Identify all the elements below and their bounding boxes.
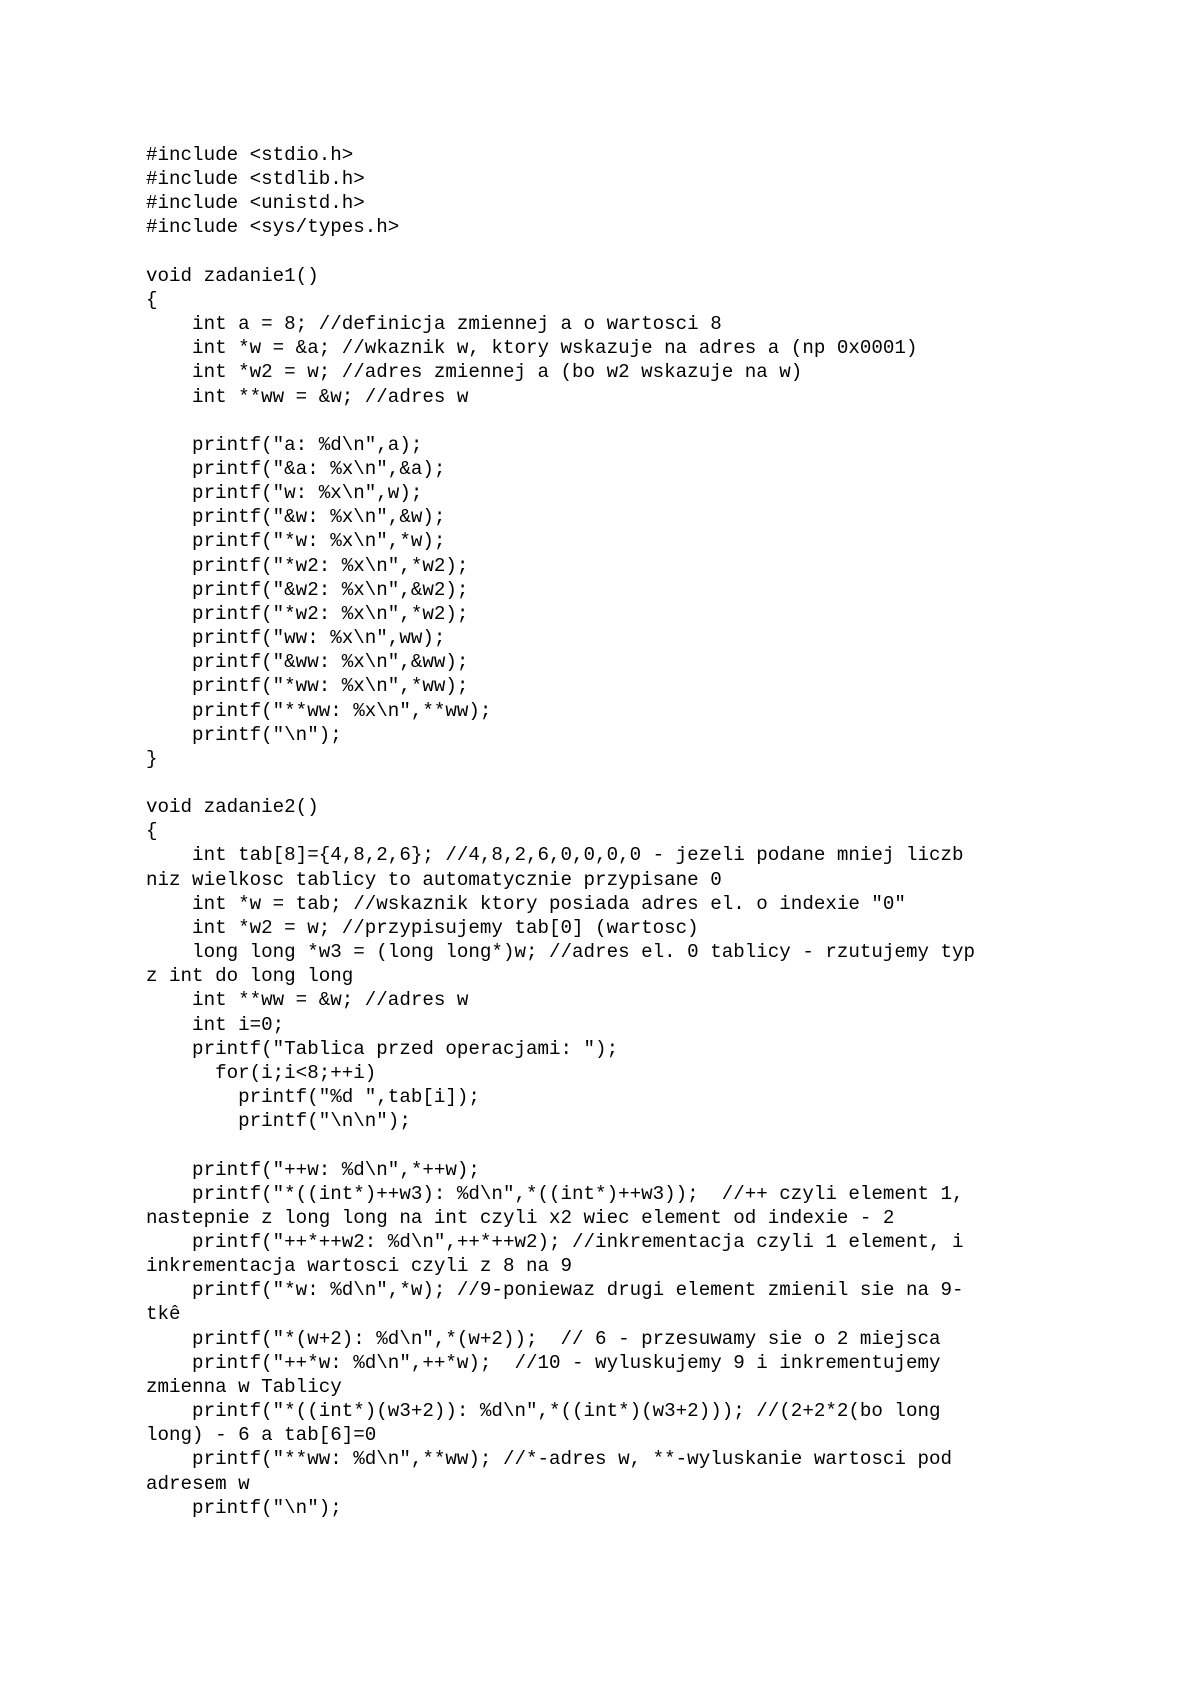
code-line: int tab[8]={4,8,2,6}; //4,8,2,6,0,0,0,0 - jezeli podane mniej liczb [146, 844, 964, 867]
code-line: printf("&ww: %x\n",&ww); [146, 651, 469, 674]
code-line: #include <unistd.h> [146, 192, 365, 215]
code-line: printf("%d ",tab[i]); [146, 1086, 480, 1109]
code-line: tkê [146, 1303, 181, 1326]
code-line [146, 1133, 1086, 1157]
code-line: nastepnie z long long na int czyli x2 wiec element od indexie - 2 [146, 1206, 895, 1229]
code-line: #include <stdio.h> [146, 144, 354, 166]
code-line: int a = 8; //definicja zmiennej a o wartosci 8 [146, 313, 722, 336]
code-line: for(i;i<8;++i) [146, 1061, 377, 1084]
code-line: printf("w: %x\n",w); [146, 482, 423, 505]
code-line: printf("*w: %x\n",*w); [146, 530, 446, 553]
code-line: printf("Tablica przed operacjami: "); [146, 1037, 619, 1060]
code-line: #include <sys/types.h> [146, 216, 400, 239]
code-line: printf("*w: %d\n",*w); //9-poniewaz drugi element zmienil sie na 9- [146, 1279, 964, 1302]
code-line: inkrementacja wartosci czyli z 8 na 9 [146, 1255, 573, 1278]
code-line: int **ww = &w; //adres w [146, 385, 469, 408]
code-line: printf("&w2: %x\n",&w2); [146, 578, 469, 601]
code-line: int i=0; [146, 1013, 285, 1036]
code-line: printf("**ww: %d\n",**ww); //*-adres w, **-wyluskanie wartosci pod [146, 1448, 953, 1471]
code-line: int *w = &a; //wkaznik w, ktory wskazuje na adres a (np 0x0001) [146, 337, 918, 360]
code-line: int *w2 = w; //adres zmiennej a (bo w2 wskazuje na w) [146, 361, 803, 384]
code-line: printf("ww: %x\n",ww); [146, 627, 446, 650]
code-line: { [146, 820, 158, 843]
code-line: printf("\n"); [146, 1496, 342, 1519]
code-line: #include <stdlib.h> [146, 168, 365, 191]
code-line: printf("*w2: %x\n",*w2); [146, 554, 469, 577]
code-line: printf("*((int*)++w3): %d\n",*((int*)++w3)); //++ czyli element 1, [146, 1182, 964, 1205]
code-line: adresem w [146, 1472, 250, 1495]
code-line [146, 240, 1086, 264]
code-line: void zadanie1() [146, 264, 319, 287]
code-line: printf("*((int*)(w3+2)): %d\n",*((int*)(w3+2))); //(2+2*2(bo long [146, 1400, 941, 1423]
code-line: printf("*ww: %x\n",*ww); [146, 675, 469, 698]
code-line: long) - 6 a tab[6]=0 [146, 1424, 377, 1447]
code-line: printf("*w2: %x\n",*w2); [146, 602, 469, 625]
code-line: printf("a: %d\n",a); [146, 433, 423, 456]
code-line: printf("++*w: %d\n",++*w); //10 - wyluskujemy 9 i inkrementujemy [146, 1351, 941, 1374]
code-line: printf("&w: %x\n",&w); [146, 506, 446, 529]
code-line: niz wielkosc tablicy to automatycznie przypisane 0 [146, 868, 722, 891]
code-line: zmienna w Tablicy [146, 1375, 342, 1398]
source-code-listing [146, 143, 1086, 1520]
code-line: printf("++*++w2: %d\n",++*++w2); //inkrementacja czyli 1 element, i [146, 1230, 964, 1253]
code-line: int *w2 = w; //przypisujemy tab[0] (wartosc) [146, 916, 699, 939]
code-line: int **ww = &w; //adres w [146, 989, 469, 1012]
code-line [146, 409, 1086, 433]
code-line: printf("**ww: %x\n",**ww); [146, 699, 492, 722]
code-line: z int do long long [146, 965, 354, 988]
code-line: printf("*(w+2): %d\n",*(w+2)); // 6 - przesuwamy sie o 2 miejsca [146, 1327, 941, 1350]
code-line: int *w = tab; //wskaznik ktory posiada adres el. o indexie "0" [146, 892, 906, 915]
code-line: { [146, 288, 158, 311]
code-line: long long *w3 = (long long*)w; //adres el. 0 tablicy - rzutujemy typ [146, 941, 976, 964]
code-line [146, 771, 1086, 795]
code-line: printf("\n\n"); [146, 1110, 411, 1133]
code-line: printf("++w: %d\n",*++w); [146, 1158, 480, 1181]
code-line: printf("\n"); [146, 723, 342, 746]
code-line: } [146, 747, 158, 770]
code-line: void zadanie2() [146, 796, 319, 819]
code-line: printf("&a: %x\n",&a); [146, 458, 446, 480]
